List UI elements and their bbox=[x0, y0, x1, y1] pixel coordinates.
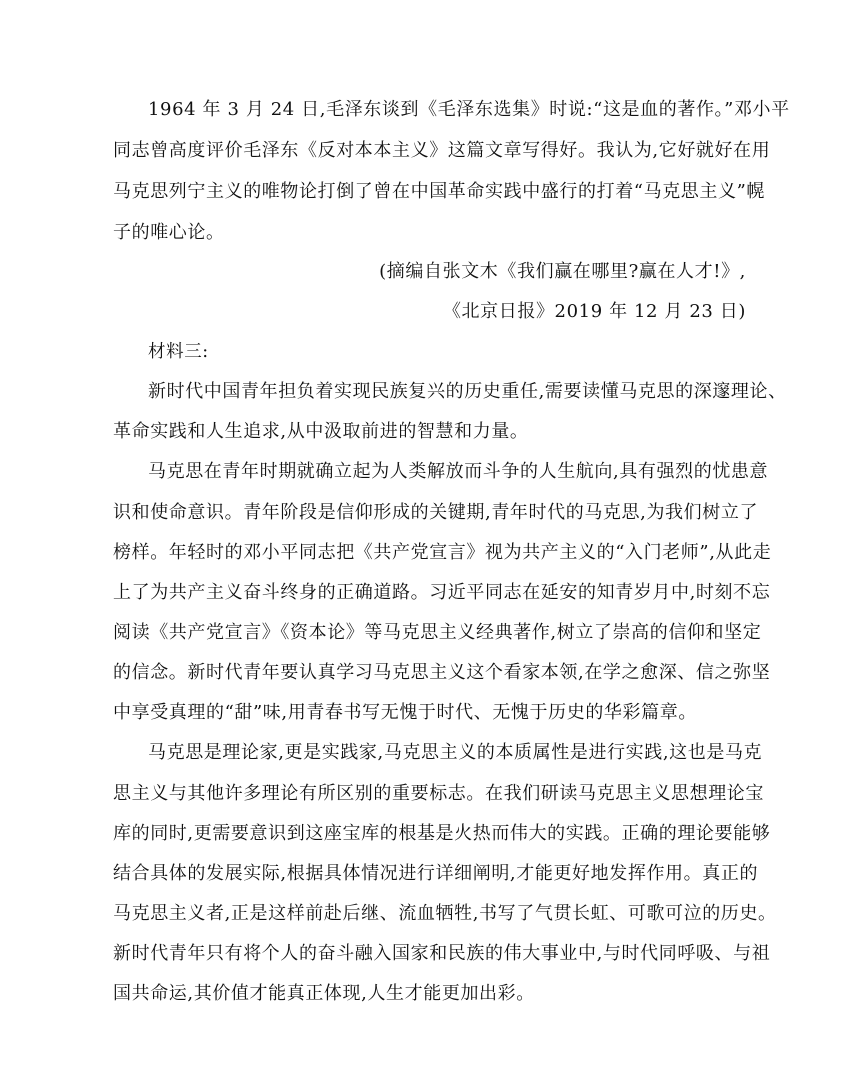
paragraph-line: 上了为共产主义奋斗终身的正确道路。习近平同志在延安的知青岁月中,时刻不忘 bbox=[113, 582, 771, 603]
paragraph-line: 中享受真理的“甜”味,用青春书写无愧于时代、无愧于历史的华彩篇章。 bbox=[113, 702, 697, 723]
paragraph-line: 同志曾高度评价毛泽东《反对本本主义》这篇文章写得好。我认为,它好就好在用 bbox=[113, 140, 771, 161]
paragraph-line: 马克思是理论家,更是实践家,马克思主义的本质属性是进行实践,这也是马克 bbox=[148, 742, 763, 763]
paragraph-line: 子的唯心论。 bbox=[113, 222, 225, 243]
paragraph-line: 新时代青年只有将个人的奋斗融入国家和民族的伟大事业中,与时代同呼吸、与祖 bbox=[113, 943, 771, 964]
paragraph-line: 1964 年 3 月 24 日,毛泽东谈到《毛泽东选集》时说:“这是血的著作。”邓小平 bbox=[148, 99, 790, 120]
paragraph-line: 阅读《共产党宣言》《资本论》等马克思主义经典著作,树立了崇高的信仰和坚定 bbox=[113, 622, 762, 643]
paragraph-line: 库的同时,更需要意识到这座宝库的根基是火热而伟大的实践。正确的理论要能够 bbox=[113, 823, 771, 844]
paragraph-line: 的信念。新时代青年要认真学习马克思主义这个看家本领,在学之愈深、信之弥坚 bbox=[113, 662, 771, 683]
paragraph-line: 革命实践和人生追求,从中汲取前进的智慧和力量。 bbox=[113, 421, 529, 442]
paragraph-line: 马克思主义者,正是这样前赴后继、流血牺牲,书写了气贯长虹、可歌可泣的历史。 bbox=[113, 903, 777, 924]
paragraph-line: 结合具体的发展实际,根据具体情况进行详细阐明,才能更好地发挥作用。真正的 bbox=[113, 863, 759, 884]
paragraph-line: 识和使命意识。青年阶段是信仰形成的关键期,青年时代的马克思,为我们树立了 bbox=[113, 502, 759, 523]
paragraph-line: 新时代中国青年担负着实现民族复兴的历史重任,需要读懂马克思的深邃理论、 bbox=[148, 381, 787, 402]
paragraph-line: 马克思列宁主义的唯物论打倒了曾在中国革命实践中盛行的打着“马克思主义”幌 bbox=[113, 181, 766, 202]
source-citation-line: 《北京日报》2019 年 12 月 23 日) bbox=[442, 301, 746, 322]
paragraph-line: 马克思在青年时期就确立起为人类解放而斗争的人生航向,具有强烈的忧患意 bbox=[148, 461, 769, 482]
source-citation-line: (摘编自张文木《我们赢在哪里?赢在人才!》, bbox=[379, 261, 746, 282]
paragraph-line: 国共命运,其价值才能真正体现,人生才能更加出彩。 bbox=[113, 983, 535, 1004]
section-heading: 材料三: bbox=[148, 342, 209, 362]
paragraph-line: 榜样。年轻时的邓小平同志把《共产党宣言》视为共产主义的“入门老师”,从此走 bbox=[113, 542, 772, 563]
paragraph-line: 思主义与其他许多理论有所区别的重要标志。在我们研读马克思主义思想理论宝 bbox=[113, 783, 764, 804]
